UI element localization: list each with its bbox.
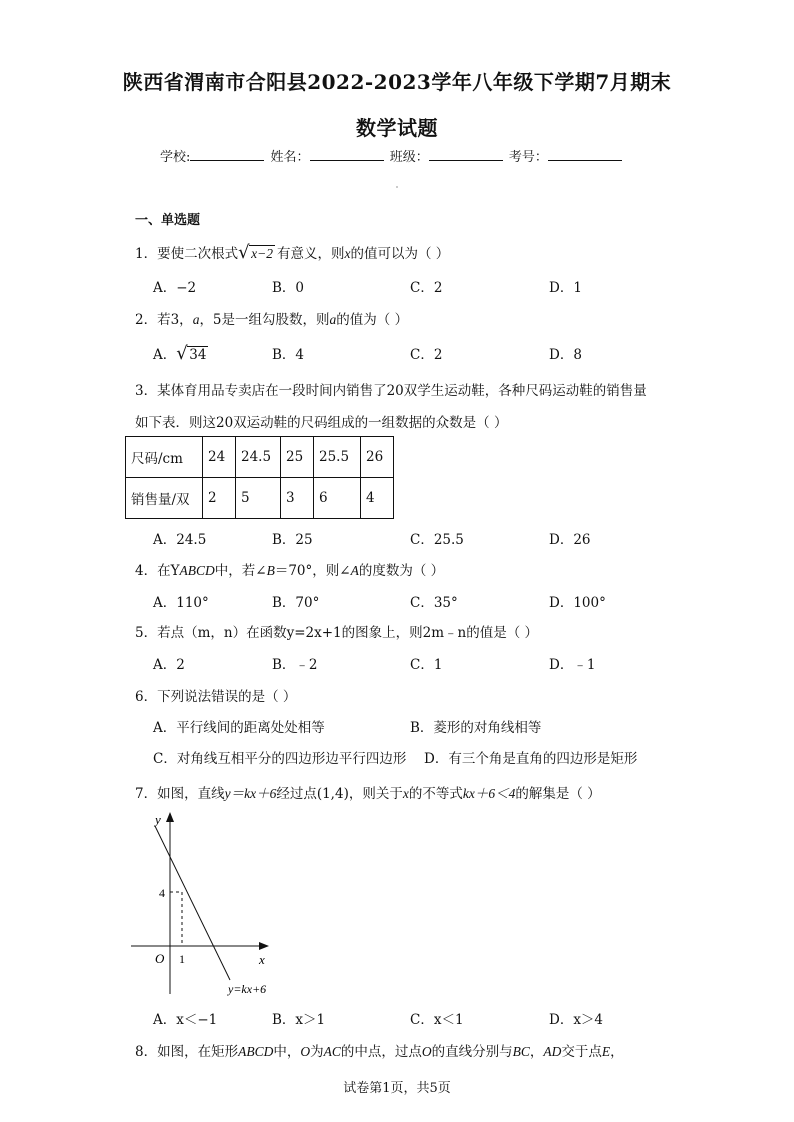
q4-option-c[interactable]: C．35° [410,595,458,611]
table-cell: 5 [236,478,281,519]
q3-option-a[interactable]: A．24.5 [153,532,207,548]
question-2 [135,308,408,328]
q4-angle-b: B [266,563,275,578]
table-header-size: 尺码/cm [126,437,203,478]
q7-point: (1,4) [316,786,349,802]
q7-var: x [402,786,409,801]
tick-y-label: 4 [159,886,165,900]
x-axis-label: x [259,952,265,967]
q3-option-c[interactable]: C．25.5 [410,532,464,548]
q8-segment-ad: AD [543,1044,562,1059]
q7-option-a[interactable]: A．x＜−1 [153,1012,218,1028]
q6-option-b[interactable]: B．菱形的对角线相等 [410,720,542,736]
q5-option-a[interactable]: A．2 [153,657,185,673]
table-row [126,478,394,519]
q7-inequality: kx＋6＜4 [462,786,516,801]
question-5: 5．若点（m，n）在函数y=2x+1的图象上，则2m﹣n的值是（ ） [135,625,539,641]
table-row [126,437,394,478]
y-axis-arrow-icon [166,812,174,822]
q8-text-mid5: 交于点 [561,1044,602,1060]
table-cell: 6 [314,478,361,519]
q7-option-c[interactable]: C．x＜1 [410,1012,464,1028]
q4-text-mid2: ＝70°，则∠ [274,563,351,579]
table-cell: 26 [361,437,394,478]
q4-text-post: 的度数为（ ） [358,563,445,579]
q4-angle-a: A [350,563,359,578]
origin-label: O [155,951,165,966]
q2-option-d[interactable]: D．8 [549,347,582,363]
q1-text-post: 有意义，则 [276,246,345,262]
q6-option-d[interactable]: D．有三个角是直角的四边形是矩形 [424,751,638,767]
question-3-line1: 3．某体育用品专卖店在一段时间内销售了20双学生运动鞋，各种尺码运动鞋的销售量 [135,383,647,399]
q6-option-c[interactable]: C．对角线互相平分的四边形边平行四边形 [153,751,407,767]
q7-text-mid2: ，则关于 [348,786,403,802]
q1-text-pre: 1．要使二次根式 [135,246,239,262]
q5-option-b[interactable]: B．﹣2 [272,657,318,673]
q4-option-d[interactable]: D．100° [549,595,606,611]
x-axis-arrow-icon [259,942,269,950]
table-cell: 24 [203,437,236,478]
line-label: y=kx+6 [228,982,267,996]
q7-text-mid: 经过点 [276,786,317,802]
q4-option-a[interactable]: A．110° [153,595,209,611]
q2-option-c[interactable]: C．2 [410,347,443,363]
q2-text-post: 的值为（ ） [336,312,409,328]
school-label: 学校: [160,150,191,165]
q8-shape: ABCD [238,1044,274,1059]
q1-option-d[interactable]: D．1 [549,280,582,296]
q1-radicand: x−2 [251,246,273,261]
q4-option-b[interactable]: B．70° [272,595,320,611]
table-cell: 25.5 [314,437,361,478]
q8-text-pre: 8．如图，在矩形 [135,1044,239,1060]
q8-separator: ， [529,1044,544,1060]
q2-text-mid: ，5是一组勾股数，则 [199,312,330,328]
q1-option-b[interactable]: B．0 [272,280,305,296]
q8-text-post: ， [610,1044,624,1060]
q7-option-b[interactable]: B．x＞1 [272,1012,326,1028]
page-footer: 试卷第1页，共5页 [343,1081,451,1096]
q5-option-d[interactable]: D．﹣1 [549,657,596,673]
q7-graph [125,808,295,1000]
student-info-row [160,146,624,165]
line-y-kx-6 [155,826,230,980]
y-axis-label: y [155,812,161,827]
table-cell: 3 [281,478,314,519]
shoe-size-table [125,436,394,519]
number-label: 考号： [508,150,548,165]
q8-text-mid3: 的中点，过点 [340,1044,422,1060]
q3-option-b[interactable]: B．25 [272,532,313,548]
stray-dot [396,186,398,188]
question-7 [135,782,601,802]
class-label: 班级： [389,150,429,165]
number-blank [548,148,622,161]
q2-radicand: 34 [189,347,207,363]
table-cell: 24.5 [236,437,281,478]
q1-var: x [344,246,351,261]
exam-title-line2: 数学试题 [356,116,438,140]
tick-x-label: 1 [179,952,185,966]
school-blank [190,148,264,161]
q7-line-equation: y＝kx＋6 [224,786,277,801]
question-3-line2: 如下表．则这20双运动鞋的尺码组成的一组数据的众数是（ ） [135,415,508,431]
section-title: 一、单选题 [135,213,201,228]
name-label: 姓名： [270,150,310,165]
q1-text-post2: 的值可以为（ ） [350,246,450,262]
question-6: 6．下列说法错误的是（ ） [135,689,297,705]
q2-radical: √ 34 [176,343,207,364]
q1-radical: √ x−2 [238,242,273,263]
table-header-sales: 销售量/双 [126,478,203,519]
q8-text-mid4: 的直线分别与 [431,1044,513,1060]
q6-option-a[interactable]: A．平行线间的距离处处相等 [153,720,325,736]
q2-option-a[interactable] [153,343,210,363]
q4-text-pre: 4．在Y [135,563,180,579]
question-1 [135,242,449,262]
q2-text-pre: 2．若3， [135,312,193,328]
q1-option-c[interactable]: C．2 [410,280,443,296]
q7-option-d[interactable]: D．x＞4 [549,1012,604,1028]
q2-option-b[interactable]: B．4 [272,347,305,363]
q7-text-pre: 7．如图，直线 [135,786,225,802]
q7-text-post: 的解集是（ ） [515,786,601,802]
q8-text-mid2: 为 [310,1044,324,1060]
q2-option-a-prefix: A． [153,347,177,363]
q8-point-o2: O [421,1044,432,1059]
question-4 [135,559,444,579]
table-cell: 25 [281,437,314,478]
q7-text-mid3: 的不等式 [408,786,463,802]
name-blank [310,148,384,161]
q8-text-mid: 中， [273,1044,301,1060]
class-blank [429,148,503,161]
table-cell: 2 [203,478,236,519]
q1-option-a[interactable]: A．−2 [153,280,197,296]
question-8 [135,1040,624,1060]
q3-option-d[interactable]: D．26 [549,532,591,548]
q4-shape: ABCD [179,563,215,578]
q2-var: a [192,312,200,327]
q2-var2: a [329,312,337,327]
q8-segment-bc: BC [512,1044,530,1059]
q5-option-c[interactable]: C．1 [410,657,443,673]
table-cell: 4 [361,478,394,519]
q8-segment-ac: AC [323,1044,341,1059]
q8-point-e: E [601,1044,611,1059]
q8-point-o: O [300,1044,311,1059]
exam-title-line1: 陕西省渭南市合阳县2022-2023学年八年级下学期7月期末 [122,70,672,94]
q4-text-mid: 中，若∠ [214,563,267,579]
